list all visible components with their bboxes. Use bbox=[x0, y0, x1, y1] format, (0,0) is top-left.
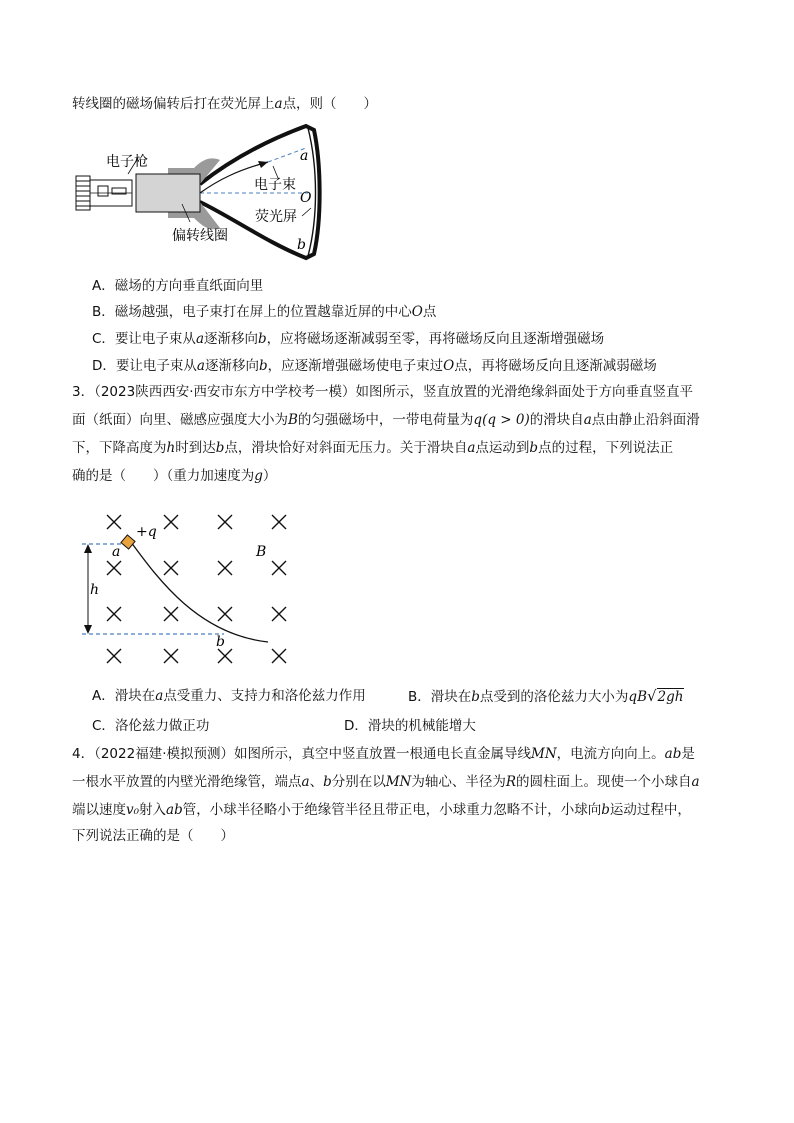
field-cross-13 bbox=[107, 649, 121, 663]
q2-option-d-v3: O bbox=[443, 358, 455, 374]
field-cross-10 bbox=[164, 607, 178, 621]
screen-leader bbox=[302, 208, 311, 216]
incline-curve bbox=[128, 538, 268, 642]
q2-option-d-v1: a bbox=[196, 358, 205, 374]
q3-l2d: 点由静止沿斜面滑 bbox=[591, 412, 700, 428]
q3-option-a-t2: 点受重力、支持力和洛伦兹力作用 bbox=[163, 688, 366, 704]
q2-stem-tail: 转线圈的磁场偏转后打在荧光屏上 bbox=[72, 96, 275, 112]
q4-l1b: ，电流方向向上。 bbox=[556, 746, 665, 762]
q3-l3a: 下，下降高度为 bbox=[72, 440, 167, 456]
field-cross-11 bbox=[218, 607, 232, 621]
label-gun: 电子枪 bbox=[106, 154, 148, 170]
q4-l4: 下列说法正确的是（ ） bbox=[72, 828, 234, 844]
q3-formula-radicand: 2gh bbox=[657, 689, 684, 705]
q3-option-d[interactable] bbox=[344, 716, 476, 736]
q4-l2b: 分别在以 bbox=[331, 774, 386, 790]
q3-option-c[interactable] bbox=[92, 716, 209, 736]
q3-charge: q(q > 0) bbox=[473, 412, 530, 428]
q3-line-4 bbox=[72, 466, 276, 486]
q3-option-a-t1: 滑块在 bbox=[114, 688, 156, 704]
height-arrow-top bbox=[84, 544, 92, 553]
q4-source: （2022福建·模拟预测） bbox=[94, 746, 234, 762]
label-point-b: b bbox=[216, 634, 225, 650]
q2-option-a-key: A． bbox=[92, 278, 115, 294]
q3-l2a: 面（纸面）向里、磁感应强度大小为 bbox=[72, 412, 288, 428]
q2-option-c-t3: ，应将磁场逐渐减弱至零，再将磁场反向且逐渐增强磁场 bbox=[266, 331, 605, 347]
q2-stem bbox=[72, 94, 377, 114]
label-point-a: a bbox=[112, 544, 121, 560]
q3-var-a: a bbox=[583, 412, 592, 428]
label-coil: 偏转线圈 bbox=[172, 228, 228, 244]
q2-option-d[interactable] bbox=[92, 356, 657, 376]
field-cross-7 bbox=[218, 561, 232, 575]
q3-l2b: 的匀强磁场中，一带电荷量为 bbox=[297, 412, 474, 428]
q2-option-c[interactable] bbox=[92, 329, 604, 349]
q2-option-d-t1: 要让电子束从 bbox=[115, 358, 197, 374]
q3-line-3 bbox=[72, 438, 673, 458]
q3-var-h: h bbox=[166, 440, 176, 456]
q4-var-b2: b bbox=[601, 802, 610, 818]
field-cross-3 bbox=[218, 515, 232, 529]
q2-option-b-tail: 点 bbox=[422, 304, 437, 320]
q4-var-ab2: ab bbox=[166, 802, 183, 818]
q4-line-3 bbox=[72, 800, 691, 820]
q2-option-b[interactable] bbox=[92, 302, 436, 322]
field-cross-5 bbox=[107, 561, 121, 575]
q4-var-a2: a bbox=[691, 774, 700, 790]
q4-line-2 bbox=[72, 772, 700, 792]
q3-option-c-key: C． bbox=[92, 718, 115, 734]
q4-l3a: 端以速度 bbox=[72, 802, 126, 818]
q4-var-a: a bbox=[301, 774, 310, 790]
q4-number: 4． bbox=[72, 746, 95, 762]
q4-var-b: b bbox=[323, 774, 332, 790]
q4-line-1 bbox=[72, 744, 695, 764]
q2-point-a: a bbox=[274, 96, 283, 112]
label-screen: 荧光屏 bbox=[255, 209, 297, 225]
q3-option-a[interactable] bbox=[92, 686, 366, 706]
field-cross-8 bbox=[272, 561, 286, 575]
q4-var-ab: ab bbox=[664, 746, 682, 762]
q3-option-b-t1: 滑块在 bbox=[430, 689, 472, 705]
q3-l2c: 的滑块自 bbox=[529, 412, 584, 428]
q3-option-d-key: D． bbox=[344, 718, 368, 734]
q2-option-b-text: 磁场越强，电子束打在屏上的位置越靠近屏的中心 bbox=[114, 304, 412, 320]
label-a: a bbox=[300, 148, 309, 164]
label-height-h: h bbox=[90, 582, 100, 598]
q3-l3c: 点，滑块恰好对斜面无压力。关于滑块自 bbox=[224, 440, 468, 456]
crt-neck bbox=[136, 174, 200, 212]
q4-var-MN2: MN bbox=[385, 774, 412, 790]
q2-stem-end: 点，则（ ） bbox=[282, 96, 378, 112]
q4-l2a: 一根水平放置的内壁光滑绝缘管，端点 bbox=[72, 774, 302, 790]
q2-option-d-key: D． bbox=[92, 358, 116, 374]
q4-var-R: R bbox=[505, 774, 517, 790]
q3-var-a2: a bbox=[467, 440, 476, 456]
magnetic-field-figure bbox=[76, 506, 306, 676]
q3-l4b: ） bbox=[262, 468, 277, 484]
field-cross-2 bbox=[164, 515, 178, 529]
q3-l3b: 时到达 bbox=[175, 440, 216, 456]
q2-option-b-key: B． bbox=[92, 304, 115, 320]
q2-option-d-v2: b bbox=[258, 358, 268, 374]
q4-var-v0: v₀ bbox=[126, 802, 140, 818]
q3-number: 3． bbox=[72, 384, 95, 400]
q4-l1a: 如图所示，真空中竖直放置一根通电长直金属导线 bbox=[234, 746, 531, 762]
field-cross-9 bbox=[107, 607, 121, 621]
q3-source: （2023陕西西安·西安市东方中学校考一模） bbox=[94, 384, 356, 400]
q3-option-c-text: 洛伦兹力做正功 bbox=[114, 718, 210, 734]
q3-l4a: 确的是（ ）（重力加速度为 bbox=[72, 468, 255, 484]
q4-l2d: 的圆柱面上。现使一个小球自 bbox=[516, 774, 692, 790]
field-cross-14 bbox=[164, 649, 178, 663]
q3-l3e: 点的过程，下列说法正 bbox=[538, 440, 674, 456]
q3-formula-qB: qB bbox=[628, 689, 647, 705]
q2-option-c-t1: 要让电子束从 bbox=[114, 331, 196, 347]
q2-option-c-v1: a bbox=[195, 331, 204, 347]
slider-block bbox=[121, 535, 135, 549]
q3-var-g: g bbox=[254, 468, 263, 484]
q4-line-4 bbox=[72, 826, 234, 846]
q2-option-a[interactable] bbox=[92, 276, 263, 296]
q4-l3b: 射入 bbox=[139, 802, 167, 818]
electron-gun bbox=[76, 176, 132, 210]
beam-arrow bbox=[258, 161, 268, 168]
q3-option-b-t2: 点受到的洛伦兹力大小为 bbox=[479, 689, 629, 705]
q3-option-a-key: A． bbox=[92, 688, 115, 704]
q3-option-a-var: a bbox=[155, 688, 164, 704]
q4-var-MN: MN bbox=[531, 746, 557, 762]
q2-option-d-t3: ，应逐渐增强磁场使电子束过 bbox=[267, 358, 444, 374]
field-cross-1 bbox=[107, 515, 121, 529]
q4-l2c: 为轴心、半径为 bbox=[411, 774, 506, 790]
q3-line1-text: 如图所示，竖直放置的光滑绝缘斜面处于方向垂直竖直平 bbox=[355, 384, 693, 400]
q3-line-2 bbox=[72, 410, 700, 430]
field-cross-6 bbox=[164, 561, 178, 575]
label-field-B: B bbox=[256, 544, 267, 560]
q2-option-d-t2: 逐渐移向 bbox=[204, 358, 259, 374]
q3-option-b-var: b bbox=[471, 689, 480, 705]
q2-option-d-t4: 点，再将磁场反向且逐渐减弱磁场 bbox=[454, 358, 657, 374]
label-o: O bbox=[300, 190, 312, 206]
label-plus-q: +q bbox=[136, 524, 157, 540]
q4-l3c: 管，小球半径略小于绝缘管半径且带正电，小球重力忽略不计，小球向 bbox=[182, 802, 602, 818]
q4-l3d: 运动过程中， bbox=[609, 802, 691, 818]
crt-figure bbox=[68, 118, 328, 268]
q3-line-1 bbox=[72, 382, 693, 402]
field-cross-16 bbox=[272, 649, 286, 663]
q3-option-b[interactable] bbox=[408, 686, 684, 707]
q2-option-c-v2: b bbox=[258, 331, 267, 347]
q2-option-b-var: O bbox=[411, 304, 423, 320]
q2-option-c-key: C． bbox=[92, 331, 115, 347]
q3-option-b-key: B． bbox=[408, 689, 431, 705]
q3-option-d-text: 滑块的机械能增大 bbox=[367, 718, 476, 734]
height-arrow-bottom bbox=[84, 625, 92, 634]
q3-var-b2: b bbox=[529, 440, 539, 456]
q3-var-b: b bbox=[215, 440, 225, 456]
q4-sep: 、 bbox=[309, 774, 324, 790]
field-cross-15 bbox=[218, 649, 232, 663]
field-cross-12 bbox=[272, 607, 286, 621]
label-beam: 电子束 bbox=[254, 177, 296, 193]
q3-var-B: B bbox=[288, 412, 298, 428]
label-b: b bbox=[297, 237, 306, 253]
q4-l1c: 是 bbox=[681, 746, 695, 762]
q2-option-c-t2: 逐渐移向 bbox=[204, 331, 258, 347]
field-cross-4 bbox=[272, 515, 286, 529]
q2-option-a-text: 磁场的方向垂直纸面向里 bbox=[114, 278, 264, 294]
q3-l3d: 点运动到 bbox=[475, 440, 530, 456]
sqrt-sign: √ bbox=[646, 687, 657, 705]
